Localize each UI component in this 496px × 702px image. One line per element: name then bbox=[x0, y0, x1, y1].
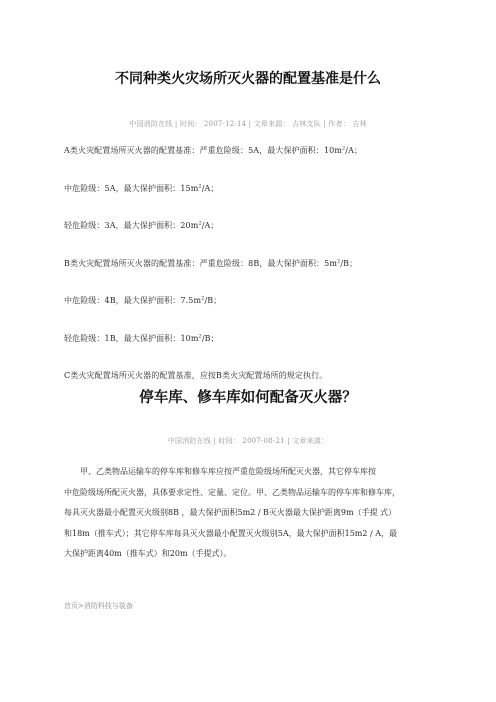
article-title-1: 不同种类火灾场所灭火器的配置基准是什么 bbox=[115, 71, 381, 87]
paragraph-line: 大保护距离40m（推车式）和20m（手提式）。 bbox=[64, 549, 232, 559]
article-meta-1: 中国消防在线 | 时间： 2007-12-14 | 文章来源： 吉林支队 | 作者： 吉林 bbox=[129, 120, 367, 128]
article-title-2: 停车库、修车库如何配备灭火器？ bbox=[139, 390, 357, 406]
paragraph-line: 中危险级：5A，最大保护面积：$15m^2/A$； bbox=[64, 183, 219, 193]
paragraph-line: A类火灾配置场所灭火器的配置基准：严重危险级：5A，最大保护面积：$10m^2/A$； bbox=[64, 145, 363, 155]
paragraph-line: 中危险级场所配灭火器，具体要求定性、定量、定位。甲、乙类物品运输车的停车库和修车库， bbox=[64, 487, 400, 497]
paragraph-line: 轻危险级：3A，最大保护面积：$20m^2/A$； bbox=[64, 220, 219, 230]
paragraph-line: 轻危险级：1B，最大保护面积：$10m^2/B$； bbox=[64, 333, 219, 343]
paragraph-line: 和18m（推车式）；其它停车库每具灭火器最小配置灭火级别5A，最大保护面积15m2 / A，最 bbox=[64, 528, 398, 538]
paragraph-line: 中危险级：4B，最大保护面积：$7.5m^2/B$； bbox=[64, 295, 222, 305]
article-body-2 bbox=[64, 462, 436, 565]
paragraph-line: C类火灾配置场所灭火器的配置基准，应按B类火灾配置场所的规定执行。 bbox=[64, 371, 328, 380]
article-meta-2: 中国消防在线 | 时间： 2007-08-21 | 文章来源： bbox=[167, 437, 329, 445]
breadcrumb[interactable]: 首页>消防科技与装备 bbox=[64, 602, 133, 610]
paragraph-line: B类火灾配置场所灭火器的配置基准：严重危险级：8B，最大保护面积：$5m^2/B$； bbox=[64, 258, 358, 268]
paragraph-line: 每具灭火器最小配置灭火级别8B ，最大保护面积5m2 / B灭火器最大保护距离9m（手提 式） bbox=[64, 508, 397, 518]
paragraph-line: 甲、乙类物品运输车的停车库和修车库应按严重危险级场所配灭火器，其它停车库按 bbox=[64, 467, 376, 476]
